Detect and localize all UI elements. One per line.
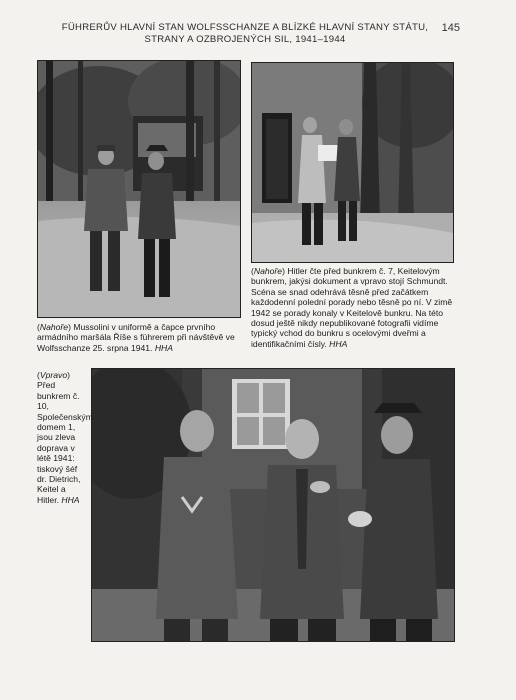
photo-dietrich-keitel-hitler (91, 368, 455, 642)
caption-top-right-position: Nahoře (253, 266, 283, 276)
photo-mussolini-hitler (37, 60, 241, 318)
header-title-line-1: FÜHRERŮV HLAVNÍ STAN WOLFSSCHANZE A BLÍZKÉ HLAVNÍ STANY STÁTU, (61, 22, 429, 33)
caption-top-right-credit: HHA (329, 338, 348, 349)
caption-top-right: (Nahoře) Hitler čte před bunkrem č. 7, Keitelovým bunkrem, jakýsi dokument a vpravo stojí Schmundt. Scéna se snad odehrává těsně před začátkem každodenní polední porady nebo těsně po ní. V zimě 1942 se porady konaly v Keitelově bunkru. Na této dosud ještě nikdy nepublikované fotografii vidíme typický vchod do bunkru s ocelovými dveřmi a identifikačními čísly. HHA (251, 266, 453, 349)
caption-top-left-position: Nahoře (39, 322, 69, 332)
photo-mussolini-hitler-image (38, 61, 240, 317)
caption-top-left-credit: HHA (154, 342, 173, 353)
photo-hitler-reading (251, 62, 454, 263)
caption-bottom-left-text: Před bunkrem č. 10, Společenským domem 1, jsou zleva doprava v létě 1941: tiskový šéf dr. Dietrich, Keitel a Hitler. (37, 380, 93, 505)
caption-top-left: (Nahoře) Mussolini v uniformě a čapce prvního armádního maršála Říše s führerem při návštěvě ve Wolfsschanze 25. srpna 1941. HHA (37, 322, 235, 353)
caption-top-left-text: Mussolini v uniformě a čapce prvního armádního maršála Říše s führerem při návštěvě ve Wolfsschanze 25. srpna 1941. (37, 322, 235, 353)
header-title-line-2: STRANY A OZBROJENÝCH SIL, 1941–1944 (144, 34, 346, 45)
caption-top-right-text: Hitler čte před bunkrem č. 7, Keitelovým bunkrem, jakýsi dokument a vpravo stojí Schmundt. Scéna se snad odehrává těsně před začátkem každodenní polední porady nebo těsně po ní. V zimě 1942 se porady konaly v Keitelově bunkru. Na této dosud ještě nikdy nepublikované fotografii vidíme typický vchod do bunkru s ocelovými dveřmi a identifikačními čísly. (251, 266, 453, 349)
caption-bottom-left-position: Vpravo (39, 370, 68, 380)
page-number: 145 (441, 22, 460, 34)
running-header (60, 22, 430, 46)
caption-bottom-left-credit: HHA (61, 494, 80, 505)
photo-dietrich-keitel-hitler-image (92, 369, 454, 641)
photo-hitler-reading-image (252, 63, 453, 262)
caption-bottom-left: (Vpravo) Před bunkrem č. 10, Společenským domem 1, jsou zleva doprava v létě 1941: tiskový šéf dr. Dietrich, Keitel a Hitler. HHA (37, 370, 93, 505)
